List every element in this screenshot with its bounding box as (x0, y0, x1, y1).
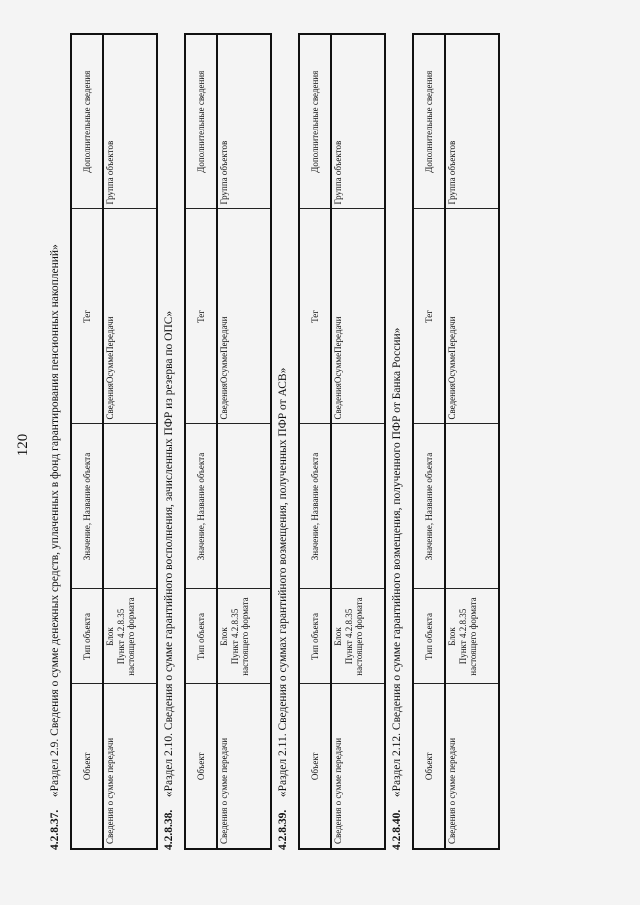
section-table-1 (70, 33, 158, 850)
table-row (445, 34, 499, 849)
value-cell (103, 424, 157, 589)
type-line: Блок (333, 627, 343, 646)
section-number: 4.2.8.37. (49, 809, 61, 850)
type-line: Пункт 4.2.8.35 (115, 608, 126, 665)
column-header: Объект (299, 684, 331, 849)
type-cell (103, 589, 157, 684)
table-header-row (299, 34, 331, 849)
table-header-row (413, 34, 445, 849)
section-heading-1 (48, 244, 62, 850)
extra-cell: Группа объектов (103, 34, 157, 209)
type-line: Блок (447, 627, 457, 646)
object-cell: Сведения о сумме передачи (103, 684, 157, 849)
column-header: Значение, Название объекта (299, 424, 331, 589)
column-header: Дополнительные сведения (299, 34, 331, 209)
column-header: Значение, Название объекта (71, 424, 103, 589)
tag-cell: СведенияОсуммеПередачи (445, 209, 499, 424)
type-cell (331, 589, 385, 684)
section-heading-4 (390, 328, 404, 850)
column-header: Объект (413, 684, 445, 849)
section-number: 4.2.8.39. (277, 809, 289, 850)
column-header: Значение, Название объекта (413, 424, 445, 589)
type-line: Блок (105, 627, 115, 646)
column-header: Дополнительные сведения (71, 34, 103, 209)
column-header: Тип объекта (71, 589, 103, 684)
column-header: Значение, Название объекта (185, 424, 217, 589)
column-header: Дополнительные сведения (413, 34, 445, 209)
tag-cell: СведенияОсуммеПередачи (103, 209, 157, 424)
type-line: настоящего формата (354, 597, 364, 676)
column-header: Тип объекта (299, 589, 331, 684)
section-heading-2 (162, 311, 176, 850)
object-cell: Сведения о сумме передачи (217, 684, 271, 849)
section-table-3 (298, 33, 386, 850)
section-number: 4.2.8.40. (391, 809, 403, 850)
table-row (103, 34, 157, 849)
type-line: Пункт 4.2.8.35 (229, 608, 240, 665)
column-header: Тег (299, 209, 331, 424)
type-cell (217, 589, 271, 684)
value-cell (217, 424, 271, 589)
section-title: «Раздел 2.11. Сведения о суммах гарантийного возмещения, полученных ПФР от АСВ» (277, 367, 289, 798)
section-heading-3 (276, 368, 290, 850)
type-line: Пункт 4.2.8.35 (457, 608, 468, 665)
column-header: Тег (185, 209, 217, 424)
table-row (217, 34, 271, 849)
extra-cell: Группа объектов (331, 34, 385, 209)
column-header: Объект (71, 684, 103, 849)
column-header: Дополнительные сведения (185, 34, 217, 209)
type-line: Пункт 4.2.8.35 (343, 608, 354, 665)
column-header: Тип объекта (413, 589, 445, 684)
table-row (331, 34, 385, 849)
extra-cell: Группа объектов (217, 34, 271, 209)
type-line: настоящего формата (126, 597, 136, 676)
type-line: Блок (219, 627, 229, 646)
section-number: 4.2.8.38. (163, 809, 175, 850)
column-header: Тег (413, 209, 445, 424)
section-title: «Раздел 2.10. Сведения о сумме гарантийного восполнения, зачисленных ПФР из резерва по ОПС» (163, 310, 175, 798)
value-cell (445, 424, 499, 589)
table-header-row (185, 34, 217, 849)
section-title: «Раздел 2.12. Сведения о сумме гарантийного возмещения, полученного ПФР от Банка России» (391, 327, 403, 798)
column-header: Тип объекта (185, 589, 217, 684)
value-cell (331, 424, 385, 589)
extra-cell: Группа объектов (445, 34, 499, 209)
section-table-2 (184, 33, 272, 850)
section-title: «Раздел 2.9. Сведения о сумме денежных средств, уплаченных в фонд гарантирования пенсионных накоплений» (49, 244, 61, 798)
column-header: Объект (185, 684, 217, 849)
table-header-row (71, 34, 103, 849)
tag-cell: СведенияОсуммеПередачи (217, 209, 271, 424)
section-table-4 (412, 33, 500, 850)
tag-cell: СведенияОсуммеПередачи (331, 209, 385, 424)
type-line: настоящего формата (240, 597, 250, 676)
object-cell: Сведения о сумме передачи (331, 684, 385, 849)
page-number: 120 (15, 433, 31, 457)
column-header: Тег (71, 209, 103, 424)
type-line: настоящего формата (468, 597, 478, 676)
object-cell: Сведения о сумме передачи (445, 684, 499, 849)
type-cell (445, 589, 499, 684)
